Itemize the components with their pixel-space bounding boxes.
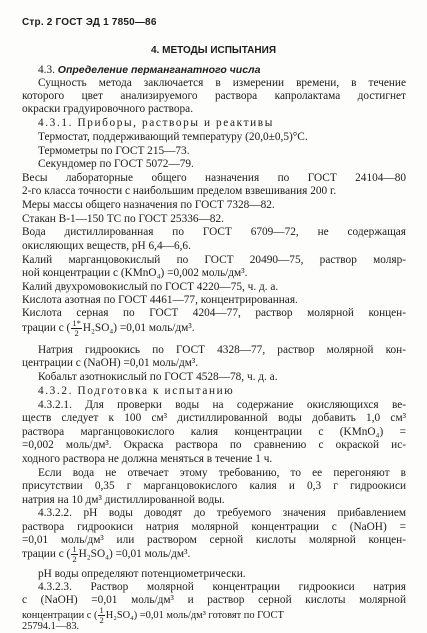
list-item: Термометры по ГОСТ 215—73. — [38, 145, 190, 157]
paragraph-line: Если вода не отвечает этому требованию, то ее перегоняют в — [38, 467, 406, 479]
paragraph-line: ществ следует к 100 см³ дистиллированной воды добавить 1,0 см³ — [22, 412, 406, 424]
list-item: окисляющих веществ, рН 6,4—6,6. — [22, 240, 191, 252]
paragraph-line: 4.3.2.2. рН воды доводят до требуемого значения прибавлением — [38, 507, 406, 519]
paragraph-line: натрия на 10 дм³ дистиллированной воды. — [22, 494, 225, 506]
paragraph-line: =0,002 моль/дм³. Окраска раствора по сравнению с окраской ис- — [22, 439, 406, 451]
list-item: Кислота серная по ГОСТ 4204—77, раствор молярной концен- — [22, 307, 406, 319]
list-item: ной концентрации с (KMnO₄) =0,002 моль/дм³. — [22, 267, 248, 279]
footer-reference: 25794.1—83. — [22, 621, 80, 632]
paragraph-line: 4.3.2.1. Для проверки воды на содержание окисляющихся ве- — [38, 399, 406, 411]
list-item: Кислота азотная по ГОСТ 4461—77, концентрированная. — [22, 294, 298, 306]
paragraph-line: Сущность метода заключается в измерении времени, в течение — [38, 77, 406, 89]
list-item: Стакан В-1—150 ТС по ГОСТ 25336—82. — [22, 213, 224, 225]
list-item: Вода дистиллированная по ГОСТ 6709—72, не содержащая — [22, 226, 406, 238]
section-title: 4. МЕТОДЫ ИСПЫТАНИЯ — [151, 45, 276, 56]
paragraph-line: окраски градуировочного раствора. — [22, 103, 194, 115]
list-item: Термостат, поддерживающий температуру (20,0±0,5)°С. — [38, 131, 308, 143]
list-item: Секундомер по ГОСТ 5072—79. — [38, 158, 194, 170]
list-item: Калий двухромовокислый по ГОСТ 4220—75, ч. д. а. — [22, 281, 279, 293]
paragraph-line: раствора гидроокиси натрия молярной концентрации с (NaOH) = — [22, 521, 406, 533]
list-item: Весы лабораторные общего назначения по ГОСТ 24104—80 — [22, 172, 406, 184]
list-item: Калий марганцовокислый по ГОСТ 20490—75, раствор моляр- — [22, 254, 406, 266]
list-item: Натрия гидроокись по ГОСТ 4328—77, раствор молярной кон- — [38, 344, 406, 356]
paragraph-line: рН воды определяют потенциометрически. — [38, 568, 246, 580]
paragraph-line: ходного раствора не должна меняться в течение 1 ч. — [22, 453, 273, 465]
subsection-4-3-title: Определение перманганатного числа — [57, 64, 261, 76]
formula-line: концентрации с ( $\frac{1}{2}$ H₂SO₄) =0,01 моль/дм³ готовят по ГОСТ — [22, 605, 284, 625]
paragraph-line: 4.3.2.3. Раствор молярной концентрации гидроокиси натрия — [38, 581, 406, 593]
paragraph-line: =0,01 моль/дм³ или раствором серной кислоты молярной концен- — [22, 534, 406, 546]
list-item: 2-го класса точности с наибольшим пределом взвешивания 200 г. — [22, 185, 337, 197]
list-item: центрации с (NaOH) =0,01 моль/дм³. — [22, 357, 199, 369]
list-item: Кобальт азотнокислый по ГОСТ 4528—78, ч. д. а. — [38, 371, 278, 383]
paragraph-line: с (NaOH) =0,01 моль/дм³ и раствор серной кислоты молярной — [22, 594, 406, 606]
fraction: $\frac{1}{2}$ — [99, 605, 104, 625]
paragraph-line: которого цвет анализируемого раствора капролактама достигнет — [22, 90, 406, 102]
formula-line: трации с ( $\frac{1*}{2}$ H₂SO₄) =0,01 моль/дм³. — [22, 317, 195, 338]
subsection-4-3-2-heading: 4.3.2. Подготовка к испытанию — [38, 385, 235, 397]
subsection-4-3-heading: 4.3. Определение перманганатного числа — [38, 64, 261, 76]
list-item: Меры массы общего назначения по ГОСТ 7328—82. — [22, 199, 275, 211]
formula-line: трации с ( $\frac{1}{2}$ H₂SO₄) =0,01 моль/дм³. — [22, 543, 191, 564]
paragraph-line: присутствии 0,35 г марганцовокислого калия и 0,3 г гидроокиси — [22, 480, 406, 492]
fraction: $\frac{1*}{2}$ — [72, 317, 81, 338]
page-header: Стр. 2 ГОСТ ЭД 1 7850—86 — [22, 17, 157, 28]
fraction: $\frac{1}{2}$ — [72, 543, 77, 564]
paragraph-line: раствора марганцовокислого калия концентрации с (KMnO₄) = — [22, 426, 406, 438]
subsection-4-3-1-heading: 4.3.1. Приборы, растворы и реактивы — [38, 117, 274, 129]
